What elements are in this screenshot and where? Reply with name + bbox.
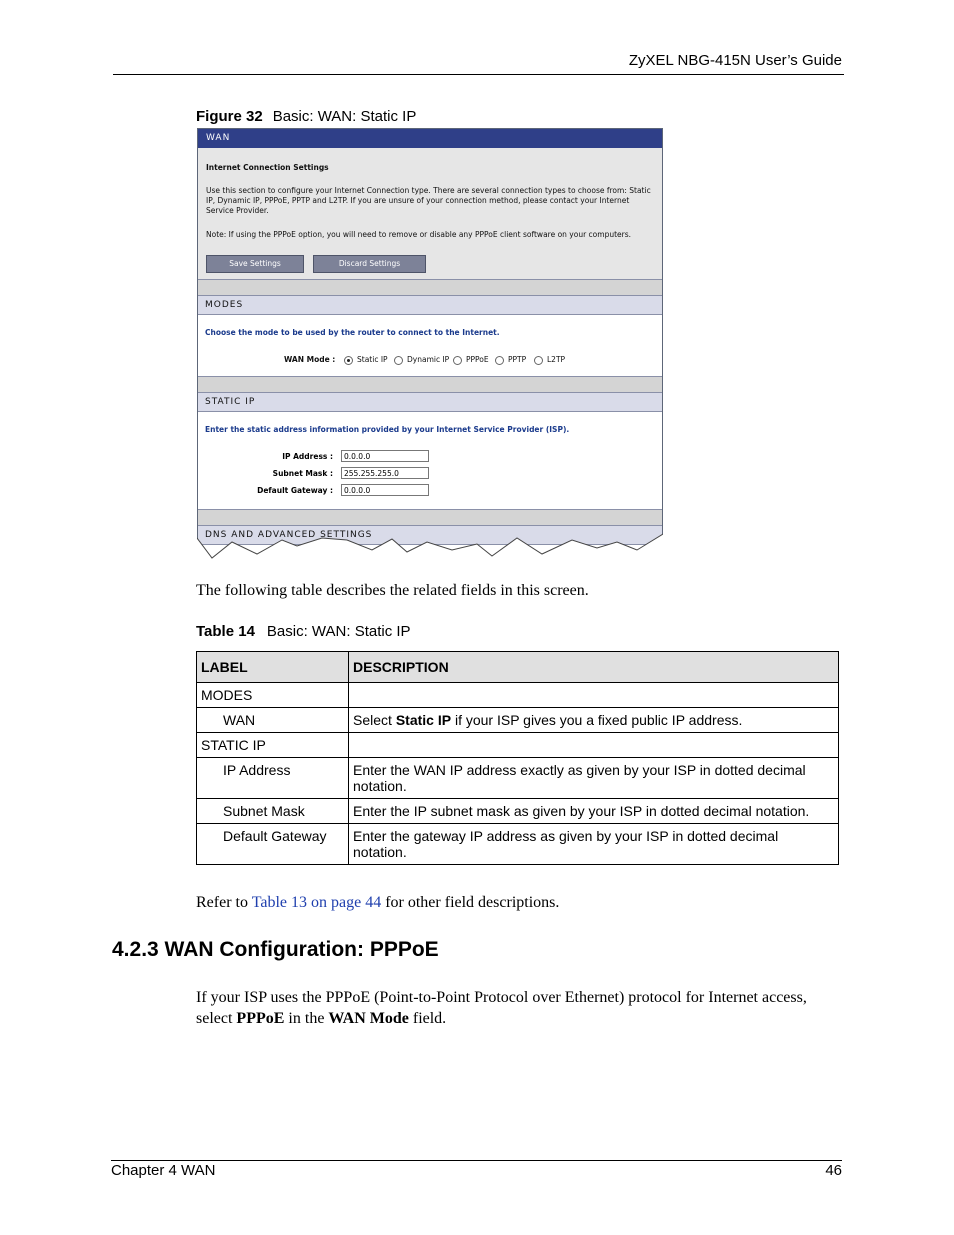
row-description: Select Static IP if your ISP gives you a fixed public IP address. <box>349 708 839 733</box>
wan-mode-label: WAN Mode : <box>284 355 336 364</box>
row-label: Default Gateway <box>197 824 349 865</box>
table-row <box>197 824 839 865</box>
row-label: Subnet Mask <box>197 799 349 824</box>
row-description: Enter the IP subnet mask as given by your ISP in dotted decimal notation. <box>349 799 839 824</box>
ics-description: Use this section to configure your Internet Connection type. There are several connection types to choose from: Static IP, Dynamic IP, PPPoE, PPTP and L2TP. If you are unsure of your connection method, please contact your Internet Service Provider. <box>206 186 651 215</box>
row-description <box>349 733 839 758</box>
table-intro-text: The following table describes the related fields in this screen. <box>196 582 589 599</box>
wan-screenshot <box>197 128 663 560</box>
row-description <box>349 683 839 708</box>
pppoe-note: Note: If using the PPPoE option, you will need to remove or disable any PPPoE client software on your computers. <box>206 230 632 239</box>
figure-caption <box>196 108 416 125</box>
row-label: IP Address <box>197 758 349 799</box>
row-description: Enter the gateway IP address as given by your ISP in dotted decimal notation. <box>349 824 839 865</box>
section-paragraph: If your ISP uses the PPPoE (Point-to-Point Protocol over Ethernet) protocol for Internet access, select PPPoE in the WAN Mode field. <box>196 989 807 1027</box>
table-title: Basic: WAN: Static IP <box>266 623 411 640</box>
wan-title-bar: WAN <box>198 129 662 148</box>
modes-panel <box>198 315 662 376</box>
radio-pptp[interactable] <box>495 356 504 365</box>
section-gap <box>198 279 662 295</box>
radio-label-static-ip: Static IP <box>357 355 388 364</box>
ip-address-label: IP Address : <box>282 452 333 461</box>
modes-description: Choose the mode to be used by the router to connect to the Internet. <box>205 328 500 337</box>
default-gateway-input[interactable]: 0.0.0.0 <box>341 484 429 496</box>
figure-label: Figure 32 <box>196 108 263 125</box>
radio-l2tp[interactable] <box>534 356 543 365</box>
ip-address-input[interactable]: 0.0.0.0 <box>341 450 429 462</box>
table-13-link[interactable]: Table 13 on page 44 <box>251 894 382 911</box>
table-row <box>197 799 839 824</box>
row-label: WAN <box>197 708 349 733</box>
running-header: ZyXEL NBG-415N User’s Guide <box>628 52 842 69</box>
header-rule <box>113 74 844 75</box>
static-ip-section-bar: STATIC IP <box>198 392 662 412</box>
subnet-mask-label: Subnet Mask : <box>272 469 333 478</box>
section-gap <box>198 376 662 392</box>
radio-label-l2tp: L2TP <box>547 355 566 364</box>
field-description-table <box>196 651 839 865</box>
row-label: MODES <box>197 683 349 708</box>
table-label: Table 14 <box>196 623 255 640</box>
footer-page-number: 46 <box>825 1162 842 1179</box>
static-ip-description: Enter the static address information provided by your Internet Service Provider (ISP). <box>205 425 570 434</box>
radio-label-dynamic-ip: Dynamic IP <box>407 355 450 364</box>
radio-dynamic-ip[interactable] <box>394 356 403 365</box>
default-gateway-label: Default Gateway : <box>257 486 333 495</box>
header-label: LABEL <box>197 652 349 683</box>
modes-section-bar: MODES <box>198 295 662 315</box>
row-label: STATIC IP <box>197 733 349 758</box>
radio-label-pptp: PPTP <box>508 355 527 364</box>
section-gap <box>198 509 662 525</box>
table-caption <box>196 623 411 640</box>
table-row <box>197 758 839 799</box>
discard-settings-button[interactable]: Discard Settings <box>313 255 426 273</box>
radio-pppoe[interactable] <box>453 356 462 365</box>
ics-heading: Internet Connection Settings <box>206 163 329 172</box>
table-row <box>197 708 839 733</box>
dns-section-bar: DNS AND ADVANCED SETTINGS <box>198 525 662 545</box>
footer-chapter: Chapter 4 WAN <box>111 1162 216 1179</box>
figure-title: Basic: WAN: Static IP <box>272 108 417 125</box>
refer-text: Refer to Table 13 on page 44 for other field descriptions. <box>196 894 560 911</box>
subnet-mask-input[interactable]: 255.255.255.0 <box>341 467 429 479</box>
static-ip-panel <box>198 412 662 509</box>
radio-label-pppoe: PPPoE <box>466 355 489 364</box>
footer-rule <box>111 1160 842 1161</box>
header-description: DESCRIPTION <box>349 652 839 683</box>
row-description: Enter the WAN IP address exactly as given by your ISP in dotted decimal notation. <box>349 758 839 799</box>
table-row <box>197 733 839 758</box>
table-row <box>197 683 839 708</box>
section-heading: 4.2.3 WAN Configuration: PPPoE <box>112 938 439 961</box>
save-settings-button[interactable]: Save Settings <box>206 255 304 273</box>
ics-panel <box>198 148 662 279</box>
torn-edge <box>197 528 663 560</box>
table-header-row <box>197 652 839 683</box>
radio-static-ip[interactable] <box>344 356 353 365</box>
